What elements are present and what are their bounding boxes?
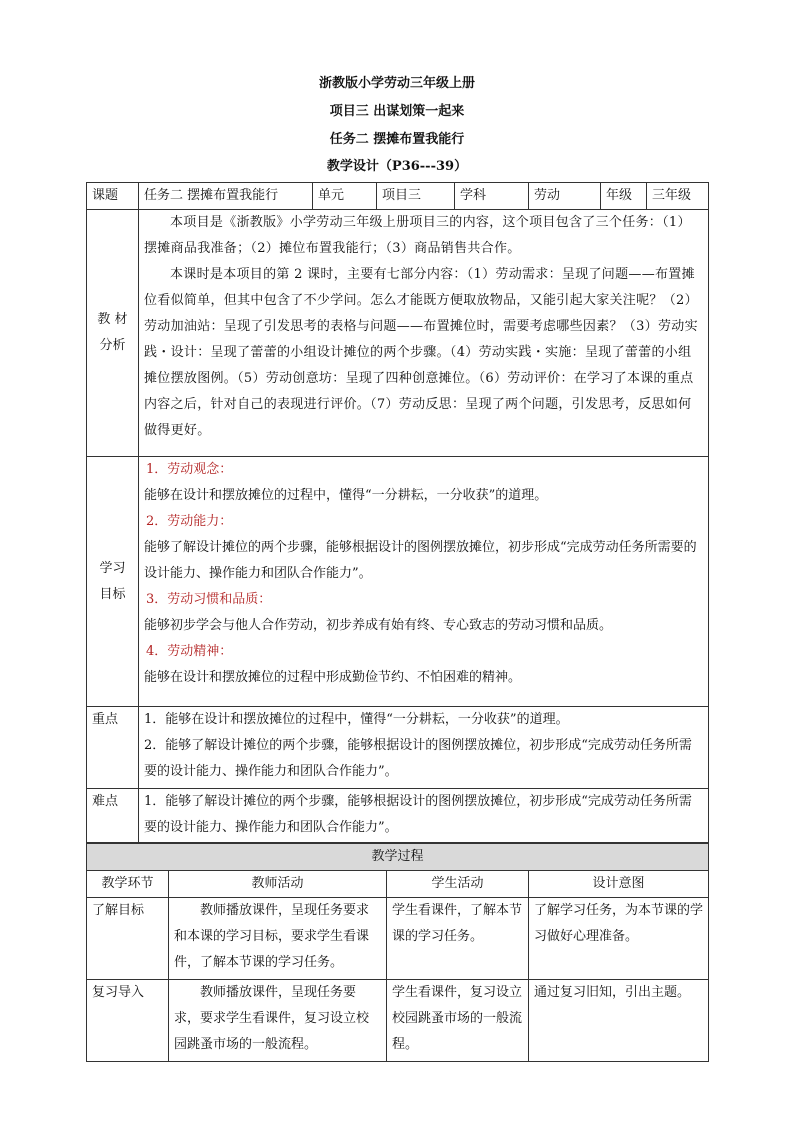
learning-goals-row <box>87 457 709 707</box>
key-point-2: 2．能够了解设计摊位的两个步骤，能够根据设计的图例摆放摊位，初步形成“完成劳动任务所需要的设计能力、操作能力和团队合作能力”。 <box>144 738 692 779</box>
goal-text-spirit: 能够在设计和摆放摊位的过程中形成勤俭节约、不怕困难的精神。 <box>144 670 522 685</box>
header-student-activity: 学生活动 <box>387 871 529 898</box>
process-title-row <box>87 844 709 871</box>
goal-heading-concept: 1．劳动观念： <box>146 462 233 477</box>
design-intent-cell: 通过复习旧知，引出主题。 <box>529 980 709 1062</box>
stage-cell: 了解目标 <box>87 898 169 980</box>
label-topic: 课题 <box>87 183 139 210</box>
goal-text-habits: 能够初步学会与他人合作劳动，初步养成有始有终、专心致志的劳动习惯和品质。 <box>144 618 613 633</box>
header-row <box>87 183 709 210</box>
label-unit: 单元 <box>313 183 377 210</box>
label-key-points: 重点 <box>87 707 139 789</box>
header-design-intent: 设计意图 <box>529 871 709 898</box>
material-analysis-content <box>139 210 709 457</box>
student-activity-cell: 学生看课件，了解本节课的学习任务。 <box>387 898 529 980</box>
difficulty-row <box>87 789 709 843</box>
doc-title-task: 任务二 摆摊布置我能行 <box>329 132 465 147</box>
difficulty-1: 1．能够了解设计摊位的两个步骤，能够根据设计的图例摆放摊位，初步形成“完成劳动任务所需要的设计能力、操作能力和团队合作能力”。 <box>144 794 692 835</box>
stage-cell: 复习导入 <box>87 980 169 1062</box>
learning-goals-content <box>139 457 709 707</box>
material-paragraph-1: 本项目是《浙教版》小学劳动三年级上册项目三的内容，这个项目包含了三个任务：（1）摆摊商品我准备；（2）摊位布置我能行；（3）商品销售共合作。 <box>144 215 691 256</box>
header-teacher-activity: 教师活动 <box>169 871 387 898</box>
goal-text-ability: 能够了解设计摊位的两个步骤，能够根据设计的图例摆放摊位，初步形成“完成劳动任务所需要的设计能力、操作能力和团队合作能力”。 <box>144 540 697 581</box>
value-subject: 劳动 <box>529 183 601 210</box>
value-unit: 项目三 <box>377 183 455 210</box>
teacher-activity-cell: 教师播放课件，呈现任务要求和本课的学习目标，要求学生看课件，了解本节课的学习任务。 <box>169 898 387 980</box>
student-activity-cell: 学生看课件，复习设立校园跳蚤市场的一般流程。 <box>387 980 529 1062</box>
material-analysis-row <box>87 210 709 457</box>
goal-heading-spirit: 4．劳动精神： <box>146 644 233 659</box>
label-difficulty: 难点 <box>87 789 139 843</box>
label-learning-goals: 学习 目标 <box>87 457 139 707</box>
key-point-1: 1．能够在设计和摆放摊位的过程中，懂得“一分耕耘，一分收获”的道理。 <box>144 712 569 727</box>
doc-title-textbook: 浙教版小学劳动三年级上册 <box>318 76 475 91</box>
label-material-analysis: 教 材 分析 <box>87 210 139 457</box>
value-grade: 三年级 <box>647 183 709 210</box>
process-title: 教学过程 <box>87 844 709 871</box>
table-row <box>87 898 709 980</box>
doc-title-project: 项目三 出谋划策一起来 <box>329 104 465 119</box>
key-points-content <box>139 707 709 789</box>
table-row <box>87 980 709 1062</box>
process-header-row <box>87 871 709 898</box>
key-points-row <box>87 707 709 789</box>
header-stage: 教学环节 <box>87 871 169 898</box>
goal-heading-habits: 3．劳动习惯和品质： <box>146 592 272 607</box>
goal-text-concept: 能够在设计和摆放摊位的过程中，懂得“一分耕耘，一分收获”的道理。 <box>144 488 548 503</box>
lesson-info-table <box>86 182 709 843</box>
doc-title-design: 教学设计（P36---39） <box>326 159 468 174</box>
difficulty-content <box>139 789 709 843</box>
label-subject: 学科 <box>455 183 529 210</box>
teacher-activity-cell: 教师播放课件，呈现任务要求，要求学生看课件，复习设立校园跳蚤市场的一般流程。 <box>169 980 387 1062</box>
material-paragraph-2: 本课时是本项目的第 2 课时，主要有七部分内容：（1）劳动需求：呈现了问题——布置摊位看似简单，但其中包含了不少学问。怎么才能既方便取放物品，又能引起大家关注呢？（2）劳动加油站：呈现了引发思考的表格与问题——布置摊位时，需要考虑哪些因素？（3）劳动实践・设计：呈现了蕾蕾的小组设计摊位的两个步骤。（4）劳动实践・实施：呈现了蕾蕾的小组摊位摆放图例。（5）劳动创意坊：呈现了四种创意摊位。（6）劳动评价：在学习了本课的重点内容之后，针对自己的表现进行评价。（7）劳动反思：呈现了两个问题，引发思考，反思如何做得更好。 <box>144 267 698 438</box>
goal-heading-ability: 2．劳动能力： <box>146 514 233 529</box>
label-grade: 年级 <box>601 183 647 210</box>
design-intent-cell: 了解学习任务，为本节课的学习做好心理准备。 <box>529 898 709 980</box>
teaching-process-table <box>86 843 709 1062</box>
value-topic: 任务二 摆摊布置我能行 <box>139 183 313 210</box>
